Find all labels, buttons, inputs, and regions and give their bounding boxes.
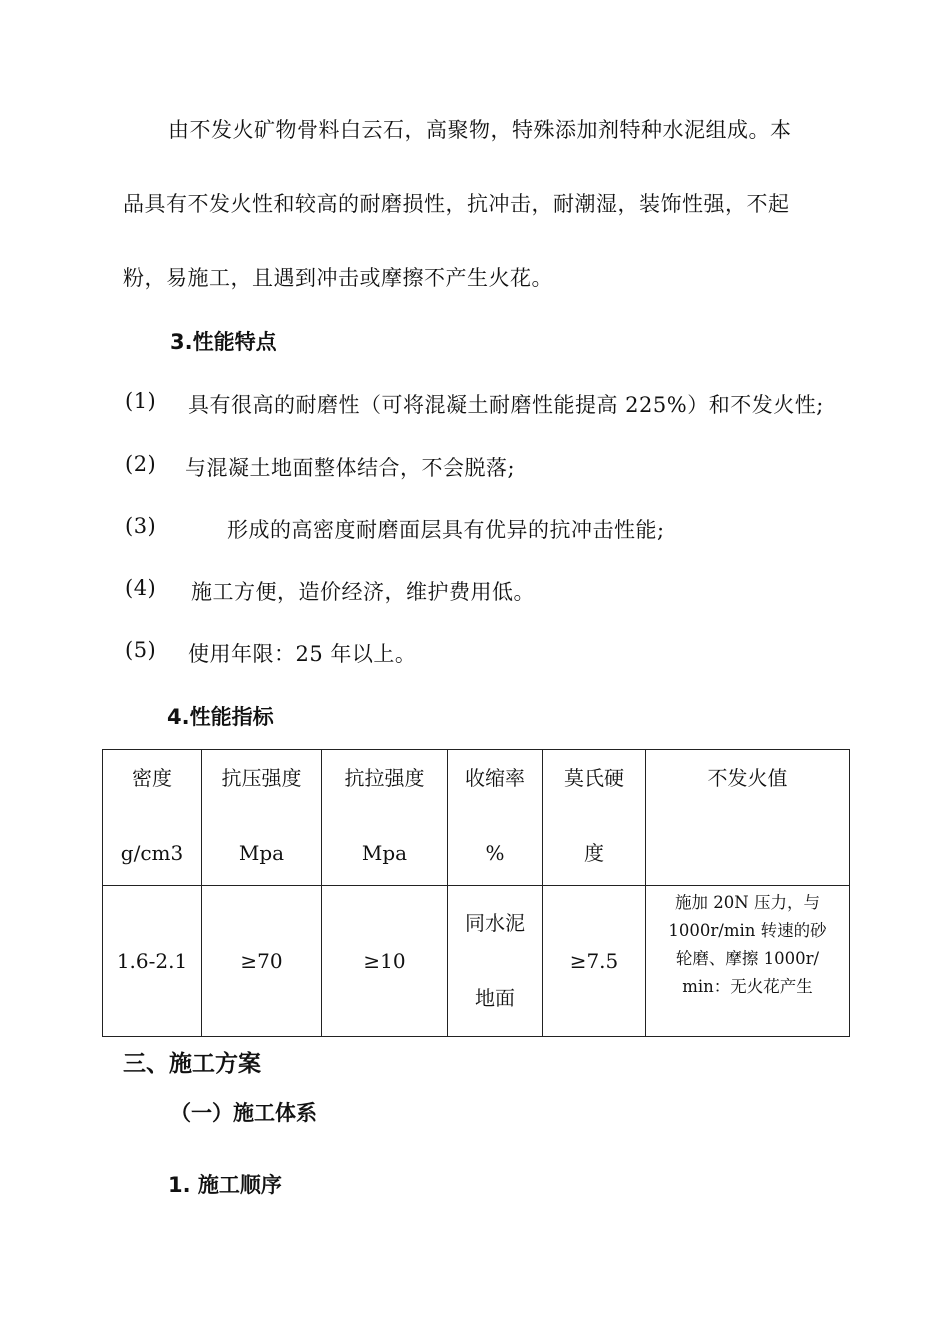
list-item-1-number: (1) — [125, 389, 157, 413]
list-item-2-number: (2) — [125, 452, 157, 476]
list-item-4-text: 施工方便，造价经济，维护费用低。 — [191, 580, 535, 604]
cell-density: 1.6-2.1 — [103, 886, 202, 1037]
header-shrinkage-name: 收缩率 — [465, 766, 525, 790]
section-3-heading: 3.性能特点 — [170, 330, 277, 354]
list-item-3-text: 形成的高密度耐磨面层具有优异的抗冲击性能; — [227, 518, 665, 542]
intro-line-1: 由不发火矿物骨料白云石，高聚物，特殊添加剂特种水泥组成。本 — [168, 118, 792, 142]
header-tensile-name: 抗拉强度 — [344, 766, 425, 790]
header-spark — [646, 750, 850, 886]
list-item-4-number: (4) — [125, 576, 157, 600]
header-hardness-name: 莫氏硬 — [564, 766, 624, 790]
performance-table — [102, 749, 850, 1037]
header-hardness-unit: 度 — [584, 841, 604, 865]
cell-spark-line-3: 轮磨、摩擦 1000r/ — [675, 949, 820, 968]
section-plan-heading: 三、施工方案 — [123, 1051, 261, 1077]
cell-tensile: ≥10 — [322, 886, 448, 1037]
cell-spark — [646, 886, 850, 1037]
list-item-2-text: 与混凝土地面整体结合，不会脱落; — [185, 456, 516, 480]
list-item-5-text: 使用年限：25 年以上。 — [188, 642, 417, 666]
section-plan-subheading: （一）施工体系 — [170, 1101, 317, 1125]
cell-spark-line-1: 施加 20N 压力，与 — [675, 893, 820, 912]
intro-line-2: 品具有不发火性和较高的耐磨损性，抗冲击，耐潮湿，装饰性强，不起 — [123, 192, 790, 216]
table-header-row — [103, 750, 850, 886]
header-shrinkage-unit: % — [485, 841, 505, 865]
cell-spark-line-4: min：无火花产生 — [682, 977, 813, 996]
header-shrinkage — [448, 750, 543, 886]
intro-line-3: 粉，易施工，且遇到冲击或摩擦不产生火花。 — [123, 266, 553, 290]
cell-shrinkage-line-2: 地面 — [475, 986, 515, 1010]
cell-spark-line-2: 1000r/min 转速的砂 — [668, 921, 827, 940]
list-item-5-number: (5) — [125, 638, 157, 662]
header-compressive-unit: Mpa — [238, 841, 285, 865]
list-item-1-text: 具有很高的耐磨性（可将混凝土耐磨性能提高 225%）和不发火性; — [188, 393, 824, 417]
header-compressive — [202, 750, 322, 886]
header-density-name: 密度 — [132, 766, 172, 790]
header-hardness — [543, 750, 646, 886]
cell-hardness: ≥7.5 — [543, 886, 646, 1037]
cell-shrinkage-line-1: 同水泥 — [465, 911, 525, 935]
list-item-3-number: (3) — [125, 514, 157, 538]
header-density — [103, 750, 202, 886]
header-compressive-name: 抗压强度 — [221, 766, 302, 790]
header-tensile — [322, 750, 448, 886]
cell-compressive: ≥70 — [202, 886, 322, 1037]
section-4-heading: 4.性能指标 — [167, 705, 274, 729]
header-tensile-unit: Mpa — [361, 841, 408, 865]
cell-shrinkage — [448, 886, 543, 1037]
header-spark-name: 不发火值 — [707, 766, 788, 790]
section-plan-item-heading: 1. 施工顺序 — [168, 1173, 282, 1197]
table-row — [103, 886, 850, 1037]
header-density-unit: g/cm3 — [120, 841, 184, 865]
